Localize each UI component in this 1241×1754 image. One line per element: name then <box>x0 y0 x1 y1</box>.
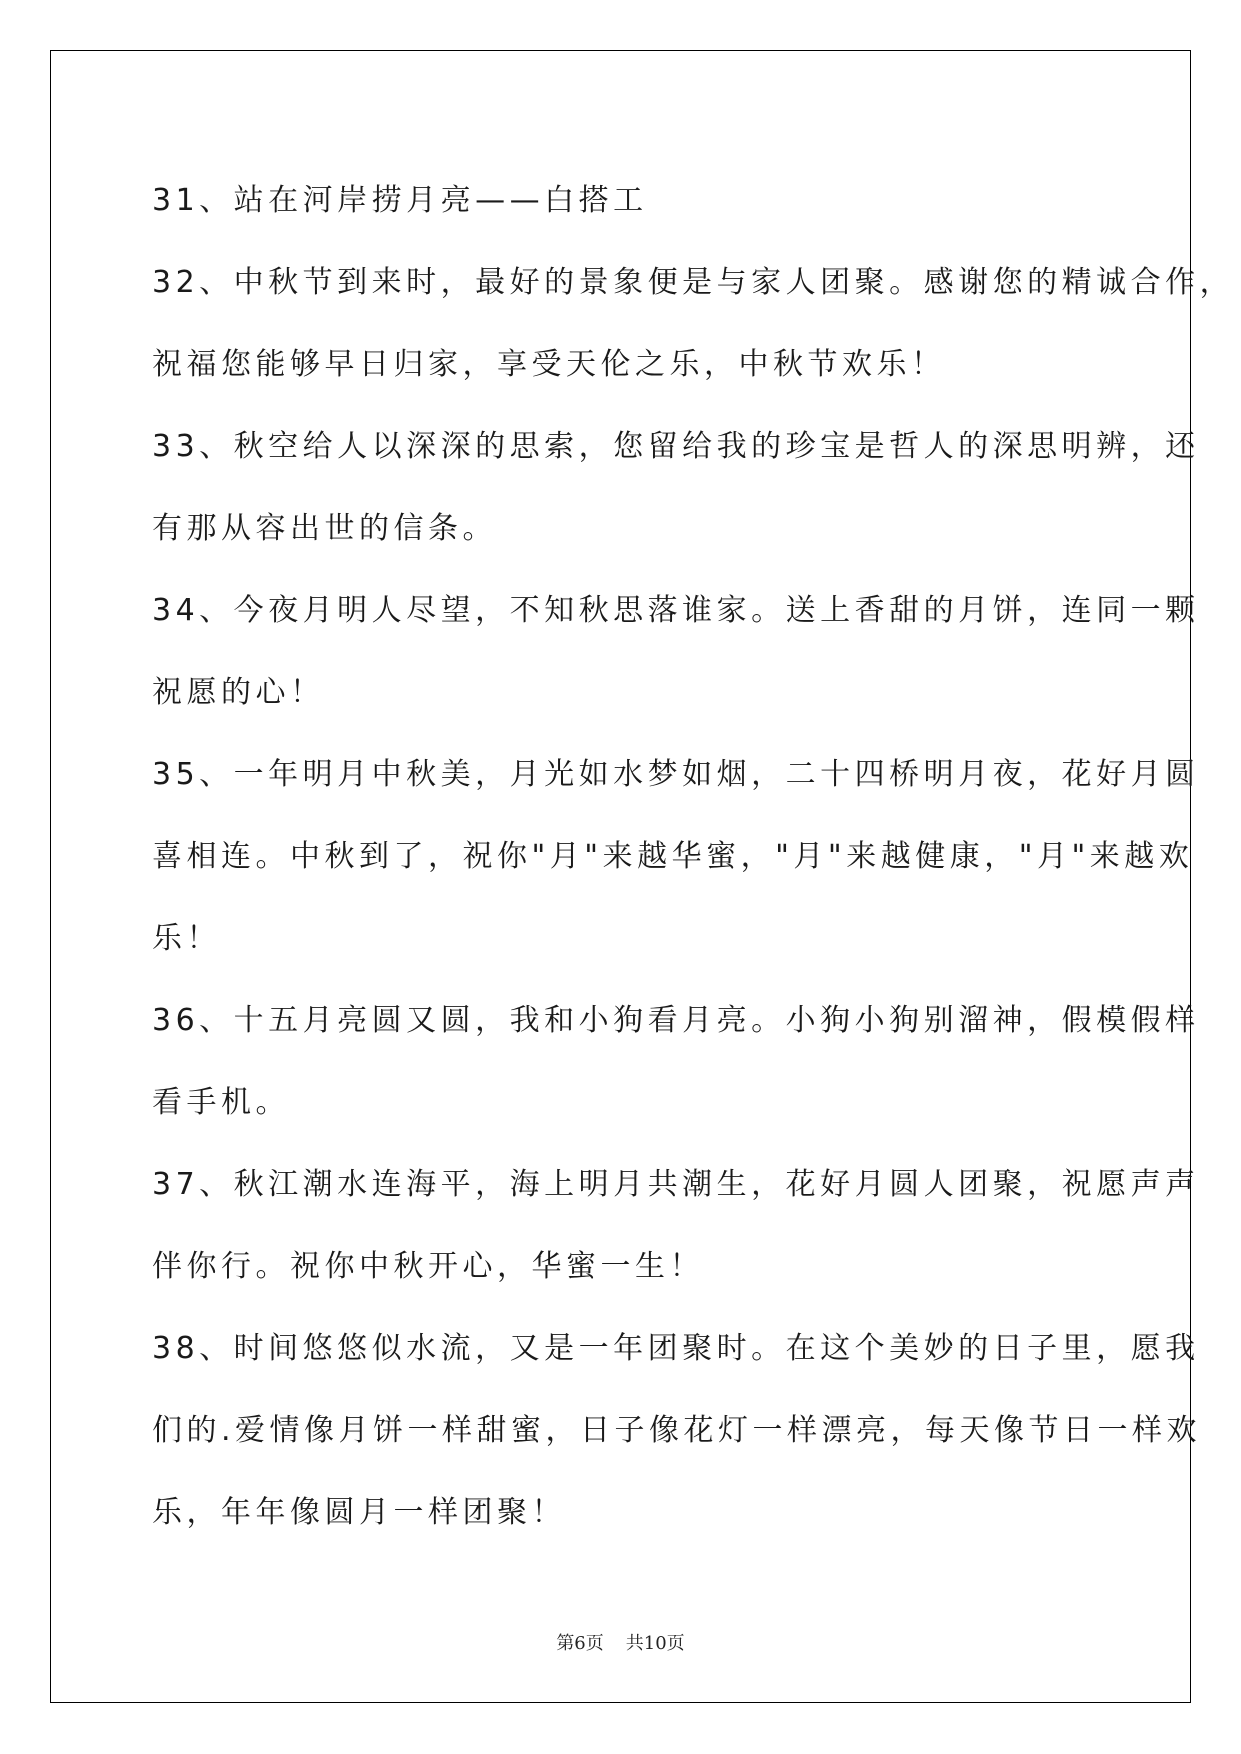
text-line-37b: 伴你行。祝你中秋开心，华蜜一生！ <box>152 1249 704 1284</box>
text-line-31-title: 31、站在河岸捞月亮——白搭工 <box>152 183 648 218</box>
text-line-36a: 36、十五月亮圆又圆，我和小狗看月亮。小狗小狗别溜神，假模假样 <box>152 1003 1200 1038</box>
page-number: 第6页 <box>556 1633 604 1654</box>
text-line-36b: 看手机。 <box>152 1085 290 1120</box>
text-line-38b: 们的.爱情像月饼一样甜蜜，日子像花灯一样漂亮，每天像节日一样欢 <box>152 1413 1202 1448</box>
text-line-34b: 祝愿的心！ <box>152 675 325 710</box>
text-line-33a: 33、秋空给人以深深的思索，您留给我的珍宝是哲人的深思明辨，还 <box>152 429 1200 464</box>
document-body <box>152 160 1235 1554</box>
text-line-32b: 祝福您能够早日归家，享受天伦之乐，中秋节欢乐！ <box>152 347 946 382</box>
text-line-38c: 乐，年年像圆月一样团聚！ <box>152 1495 566 1530</box>
text-line-37a: 37、秋江潮水连海平，海上明月共潮生，花好月圆人团聚，祝愿声声 <box>152 1167 1200 1202</box>
page-footer <box>0 1629 1241 1655</box>
text-line-34a: 34、今夜月明人尽望，不知秋思落谁家。送上香甜的月饼，连同一颗 <box>152 593 1200 628</box>
text-line-35c: 乐！ <box>152 921 221 956</box>
text-line-38a: 38、时间悠悠似水流，又是一年团聚时。在这个美妙的日子里，愿我 <box>152 1331 1200 1366</box>
text-line-35a: 35、一年明月中秋美，月光如水梦如烟，二十四桥明月夜，花好月圆 <box>152 757 1200 792</box>
text-line-33b: 有那从容出世的信条。 <box>152 511 497 546</box>
text-line-35b: 喜相连。中秋到了，祝你"月"来越华蜜，"月"来越健康，"月"来越欢 <box>152 839 1194 874</box>
page-total: 共10页 <box>625 1633 685 1654</box>
text-line-32a: 32、中秋节到来时，最好的景象便是与家人团聚。感谢您的精诚合作， <box>152 265 1235 300</box>
